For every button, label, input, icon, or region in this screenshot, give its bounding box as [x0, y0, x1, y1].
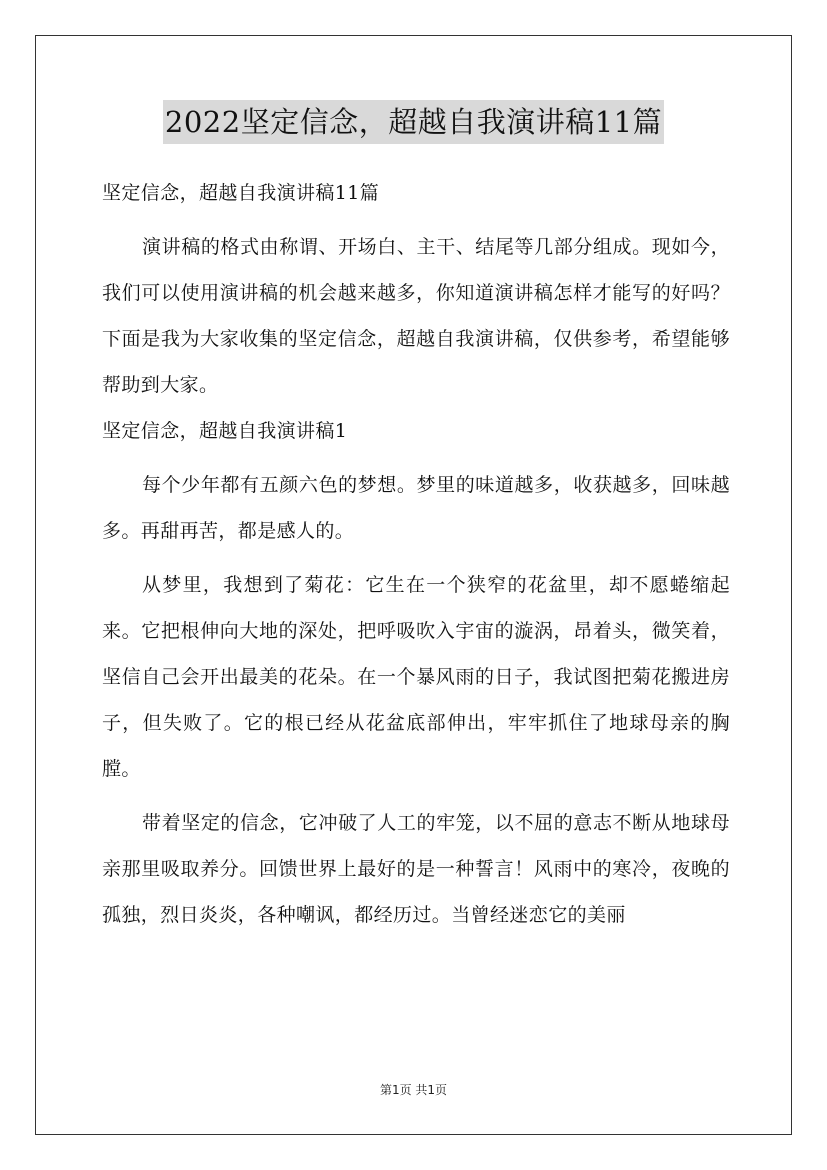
section-heading: 坚定信念，超越自我演讲稿1 — [102, 420, 348, 442]
document-title: 2022坚定信念，超越自我演讲稿11篇 — [163, 100, 664, 144]
body-paragraph: 带着坚定的信念，它冲破了人工的牢笼，以不屈的意志不断从地球母亲那里吸取养分。回馈世界上最好的是一种誓言！风雨中的寒冷，夜晚的孤独，烈日炎炎，各种嘲讽，都经历过。当曾经迷恋它的美丽 — [102, 812, 730, 926]
body-paragraph: 从梦里，我想到了菊花：它生在一个狭窄的花盆里，却不愿蜷缩起来。它把根伸向大地的深处，把呼吸吹入宇宙的漩涡，昂着头，微笑着，坚信自己会开出最美的花朵。在一个暴风雨的日子，我试图把菊花搬进房子，但失败了。它的根已经从花盆底部伸出，牢牢抓住了地球母亲的胸膛。 — [102, 574, 730, 780]
section-heading: 坚定信念，超越自我演讲稿11篇 — [102, 182, 380, 204]
title-container — [0, 100, 827, 144]
document-body — [102, 170, 730, 938]
page-footer: 第1页 共1页 — [379, 1083, 448, 1097]
body-paragraph: 每个少年都有五颜六色的梦想。梦里的味道越多，收获越多，回味越多。再甜再苦，都是感人的。 — [102, 474, 730, 542]
body-paragraph: 演讲稿的格式由称谓、开场白、主干、结尾等几部分组成。现如今，我们可以使用演讲稿的机会越来越多，你知道演讲稿怎样才能写的好吗？下面是我为大家收集的坚定信念，超越自我演讲稿，仅供参考，希望能够帮助到大家。 — [102, 236, 730, 396]
